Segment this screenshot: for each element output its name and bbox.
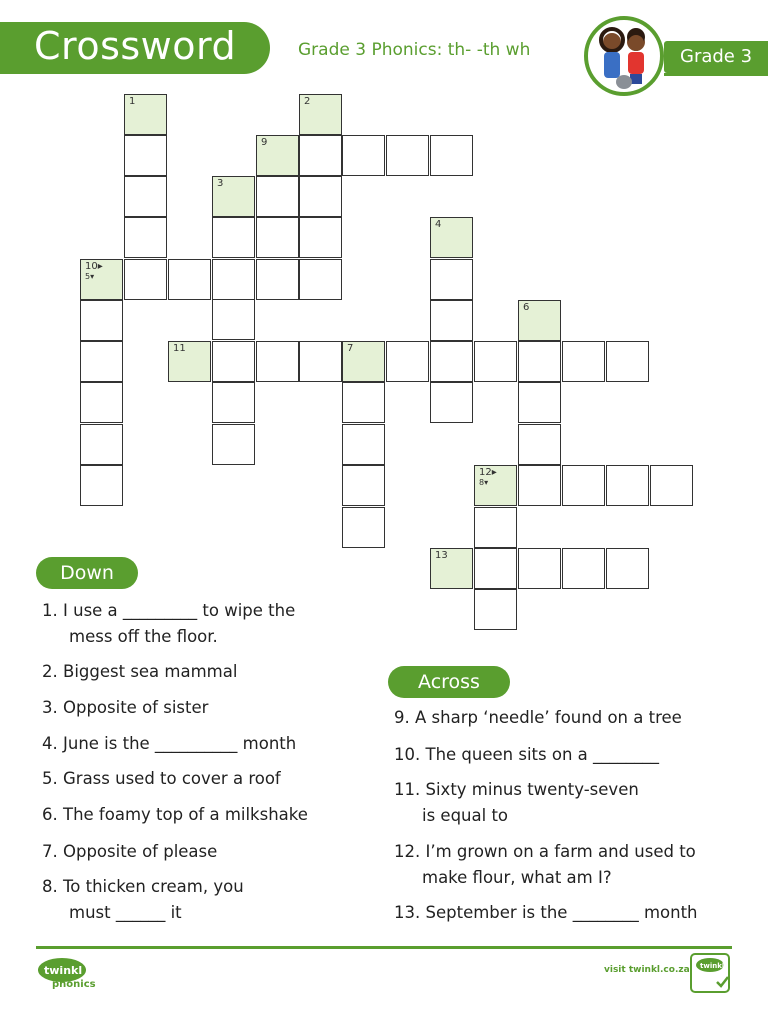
clue-number: 9 <box>261 137 268 148</box>
clue-number: 3 <box>217 178 224 189</box>
grid-cell[interactable] <box>474 507 517 548</box>
grid-cell[interactable] <box>430 382 473 423</box>
down-clue-6 <box>42 802 308 828</box>
grid-cell[interactable] <box>430 300 473 341</box>
grid-cell[interactable] <box>299 176 342 217</box>
clue-num: 9. <box>394 708 410 727</box>
grid-cell[interactable] <box>80 382 123 423</box>
grid-cell[interactable] <box>562 341 605 382</box>
grid-cell[interactable] <box>124 94 167 135</box>
clue-number: 5▾ <box>85 272 95 281</box>
across-clue-11 <box>394 777 639 829</box>
grade-badge: Grade 3 <box>664 41 768 73</box>
across-heading: Across <box>388 666 510 698</box>
clue-text: September is the ________ month <box>425 903 698 922</box>
grid-cell[interactable] <box>256 135 299 176</box>
clue-number: 1 <box>129 96 136 107</box>
grid-cell[interactable] <box>430 217 473 258</box>
grid-cell[interactable] <box>518 382 561 423</box>
grid-cell[interactable] <box>212 424 255 465</box>
clue-num: 10. <box>394 745 421 764</box>
grid-cell[interactable] <box>342 424 385 465</box>
across-clue-10 <box>394 742 659 768</box>
grid-cell[interactable] <box>80 300 123 341</box>
grid-cell[interactable] <box>606 341 649 382</box>
grid-cell[interactable] <box>124 176 167 217</box>
clue-text-cont: make flour, what am I? <box>422 868 612 887</box>
grid-cell[interactable] <box>386 341 429 382</box>
clue-num: 1. <box>42 601 58 620</box>
grid-cell[interactable] <box>606 548 649 589</box>
grade-underline <box>664 73 768 76</box>
page-subtitle: Grade 3 Phonics: th- -th wh <box>298 40 531 60</box>
clue-text: To thicken cream, you <box>63 877 244 896</box>
grid-cell[interactable] <box>256 217 299 258</box>
grid-cell[interactable] <box>474 341 517 382</box>
grid-cell[interactable] <box>518 424 561 465</box>
across-clue-9 <box>394 705 682 731</box>
grid-cell[interactable] <box>299 135 342 176</box>
grid-cell[interactable] <box>212 341 255 382</box>
page-title: Crossword <box>34 24 237 68</box>
clue-number: 13 <box>435 550 448 561</box>
grid-cell[interactable] <box>342 135 385 176</box>
grid-cell[interactable] <box>80 424 123 465</box>
clue-text: Opposite of please <box>63 842 218 861</box>
grid-cell[interactable] <box>256 176 299 217</box>
grid-cell[interactable] <box>168 341 211 382</box>
clue-text-cont: is equal to <box>422 806 509 825</box>
grid-cell[interactable] <box>650 465 693 506</box>
grid-cell[interactable] <box>212 217 255 258</box>
grid-cell[interactable] <box>518 341 561 382</box>
down-clue-8 <box>42 874 244 926</box>
clue-number: 10▸ <box>85 261 103 272</box>
clue-text-cont: mess off the floor. <box>69 627 218 646</box>
grid-cell[interactable] <box>256 341 299 382</box>
clue-text: Opposite of sister <box>63 698 209 717</box>
clue-num: 11. <box>394 780 421 799</box>
children-illustration-icon <box>584 16 664 96</box>
grid-cell[interactable] <box>474 548 517 589</box>
clue-num: 4. <box>42 734 58 753</box>
clue-number: 4 <box>435 219 442 230</box>
grid-cell[interactable] <box>212 259 255 300</box>
logo-text: twinkl <box>44 964 83 977</box>
grid-cell[interactable] <box>342 507 385 548</box>
footer-divider <box>36 946 732 949</box>
grid-cell[interactable] <box>606 465 649 506</box>
grid-cell[interactable] <box>124 135 167 176</box>
grid-cell[interactable] <box>168 259 211 300</box>
grid-cell[interactable] <box>518 465 561 506</box>
grid-cell[interactable] <box>518 300 561 341</box>
grid-cell[interactable] <box>386 135 429 176</box>
grid-cell[interactable] <box>124 217 167 258</box>
twinkl-phonics-logo <box>36 956 98 990</box>
grid-cell[interactable] <box>299 341 342 382</box>
grid-cell[interactable] <box>342 341 385 382</box>
clue-text: Sixty minus twenty-seven <box>425 780 639 799</box>
grid-cell[interactable] <box>299 217 342 258</box>
clue-num: 6. <box>42 805 58 824</box>
clue-text: I use a _________ to wipe the <box>63 601 296 620</box>
grid-cell[interactable] <box>342 465 385 506</box>
down-clue-7 <box>42 839 217 865</box>
grid-cell[interactable] <box>474 465 517 506</box>
grid-cell[interactable] <box>342 382 385 423</box>
clue-number: 2 <box>304 96 311 107</box>
grid-cell[interactable] <box>430 259 473 300</box>
clue-text: The foamy top of a milkshake <box>63 805 308 824</box>
clue-num: 2. <box>42 662 58 681</box>
grid-cell[interactable] <box>256 259 299 300</box>
clue-text: June is the __________ month <box>63 734 297 753</box>
clue-num: 8. <box>42 877 58 896</box>
clue-number: 8▾ <box>479 478 489 487</box>
grid-cell[interactable] <box>430 548 473 589</box>
clue-text: Grass used to cover a roof <box>63 769 281 788</box>
clue-text: A sharp ‘needle’ found on a tree <box>415 708 682 727</box>
grid-cell[interactable] <box>299 259 342 300</box>
clue-num: 7. <box>42 842 58 861</box>
down-clue-2 <box>42 659 237 685</box>
clue-number: 7 <box>347 343 354 354</box>
clue-text: The queen sits on a ________ <box>425 745 660 764</box>
clue-text: Biggest sea mammal <box>63 662 238 681</box>
grid-cell[interactable] <box>212 382 255 423</box>
grid-cell[interactable] <box>518 548 561 589</box>
grid-cell[interactable] <box>474 589 517 630</box>
clue-number: 12▸ <box>479 467 497 478</box>
clue-text-cont: must ______ it <box>69 903 182 922</box>
grid-cell[interactable] <box>299 94 342 135</box>
down-heading: Down <box>36 557 138 589</box>
down-clue-3 <box>42 695 208 721</box>
grid-cell[interactable] <box>562 548 605 589</box>
grid-cell[interactable] <box>124 259 167 300</box>
visit-link[interactable]: visit twinkl.co.za <box>604 965 690 975</box>
quality-seal-icon <box>689 952 731 994</box>
grid-cell[interactable] <box>430 341 473 382</box>
logo-subtext: phonics <box>52 979 96 990</box>
clue-text: I’m grown on a farm and used to <box>425 842 696 861</box>
clue-num: 5. <box>42 769 58 788</box>
grid-cell[interactable] <box>562 465 605 506</box>
across-clue-13 <box>394 900 698 926</box>
grid-cell[interactable] <box>80 259 123 300</box>
clue-number: 6 <box>523 302 530 313</box>
grid-cell[interactable] <box>80 341 123 382</box>
down-clue-4 <box>42 731 296 757</box>
down-clue-5 <box>42 766 281 792</box>
grid-cell[interactable] <box>430 135 473 176</box>
down-clue-1 <box>42 598 295 650</box>
grid-cell[interactable] <box>80 465 123 506</box>
across-clue-12 <box>394 839 696 891</box>
seal-text: twinkl <box>700 962 725 970</box>
grid-cell[interactable] <box>212 176 255 217</box>
grid-cell[interactable] <box>212 299 255 340</box>
clue-num: 3. <box>42 698 58 717</box>
clue-num: 13. <box>394 903 421 922</box>
clue-num: 12. <box>394 842 421 861</box>
clue-number: 11 <box>173 343 186 354</box>
